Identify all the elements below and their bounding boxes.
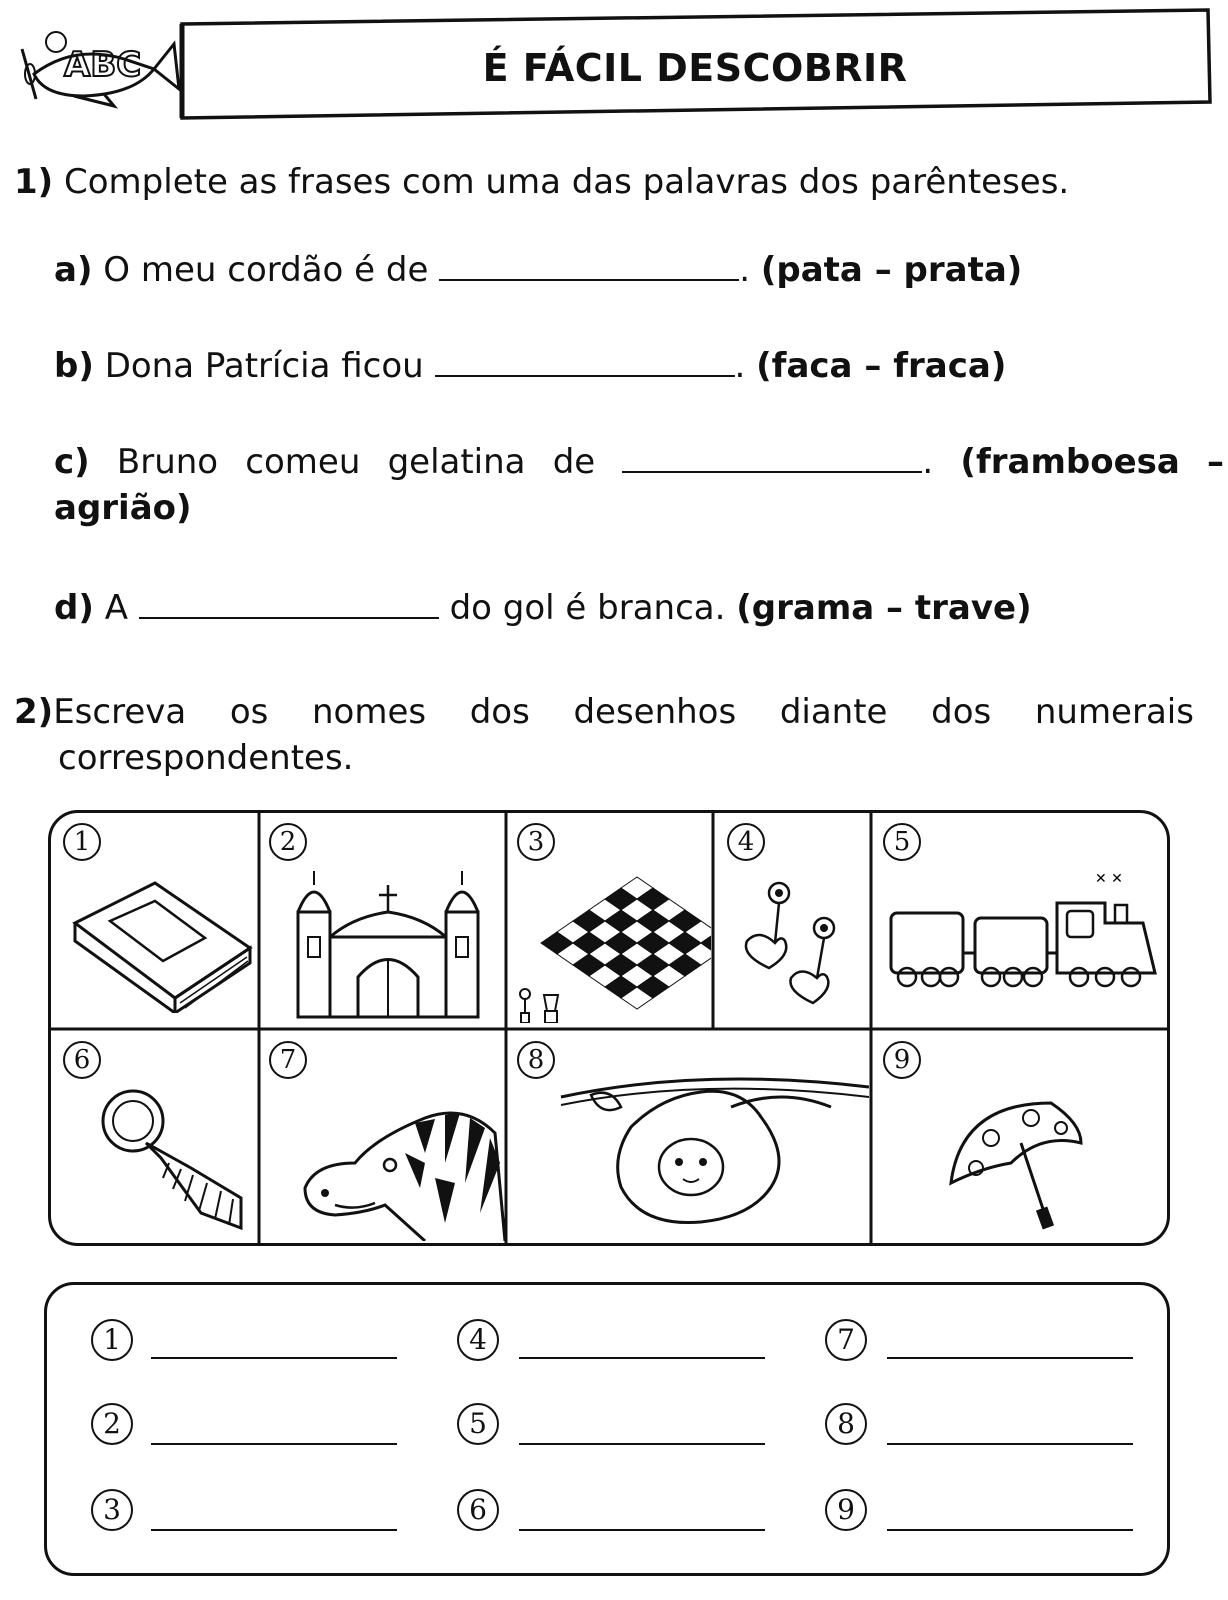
book-icon (65, 863, 255, 1013)
answer-number: 9 (825, 1489, 867, 1531)
exercise-2-word: dos (931, 692, 992, 732)
sentence-c-line-1 (54, 440, 1224, 484)
sentence-c-period: . (922, 442, 934, 482)
logo-text: ABC (64, 45, 142, 85)
answer-line-3[interactable] (151, 1529, 397, 1531)
picture-grid (48, 810, 1170, 1246)
exercise-2-word: dos (469, 692, 530, 732)
picture-number: 8 (517, 1041, 555, 1079)
sentence-c-option-2: agrião (54, 488, 177, 528)
answer-number: 6 (457, 1489, 499, 1531)
sentence-d-blank[interactable] (139, 587, 439, 619)
exercise-1-number: 1) (14, 162, 54, 202)
sentence-a-option-1: pata (776, 250, 863, 290)
sentence-a-blank[interactable] (439, 249, 739, 281)
picture-number: 5 (883, 823, 921, 861)
sentence-c-blank[interactable] (622, 441, 922, 473)
answer-line-6[interactable] (519, 1529, 765, 1531)
sentence-b-dash: – (852, 346, 894, 386)
sentence-a-period: . (739, 250, 751, 290)
sentence-b-blank[interactable] (435, 345, 735, 377)
chessboard-icon (511, 873, 711, 1023)
exercise-2-word: desenhos (573, 692, 737, 732)
page-title: É FÁCIL DESCOBRIR (482, 46, 908, 90)
sentence-b (54, 344, 1006, 388)
sentence-b-option-1: faca (771, 346, 853, 386)
answer-number: 5 (457, 1403, 499, 1445)
exercise-2-word: Escreva (53, 692, 187, 732)
answer-number: 4 (457, 1319, 499, 1361)
sentence-c-option-1: framboesa (975, 442, 1180, 482)
answer-line-1[interactable] (151, 1357, 397, 1359)
picture-number: 2 (269, 823, 307, 861)
svg-text:✕ ✕: ✕ ✕ (1095, 871, 1123, 887)
sentence-a-paren-open: ( (760, 250, 777, 290)
answer-number: 8 (825, 1403, 867, 1445)
exercise-1-instruction (14, 160, 1069, 204)
answer-number: 7 (825, 1319, 867, 1361)
abc-airplane-logo-icon (14, 14, 184, 114)
exercise-2-word: numerais (1034, 692, 1194, 732)
picture-number: 9 (883, 1041, 921, 1079)
tie-icon (91, 1083, 251, 1233)
sentence-b-paren-open: ( (756, 346, 772, 386)
sentence-a-dash: – (862, 250, 904, 290)
picture-number: 4 (727, 823, 765, 861)
exercise-2-word: nomes (311, 692, 427, 732)
sentence-c-word: de (552, 442, 596, 482)
sentence-a-option-2: prata (903, 250, 1007, 290)
answer-line-9[interactable] (887, 1529, 1133, 1531)
sentence-c-paren-open: ( (960, 442, 976, 482)
sentence-d-option-1: grama (751, 588, 875, 628)
sentence-c-word: comeu (245, 442, 361, 482)
answer-box (44, 1282, 1170, 1576)
exercise-2-number: 2) (14, 692, 54, 732)
sentence-c-word: gelatina (387, 442, 526, 482)
zebra-icon (295, 1093, 505, 1241)
picture-number: 7 (269, 1041, 307, 1079)
sentence-d-text: A (104, 588, 128, 628)
sentence-c-dash: – (1207, 442, 1224, 482)
sentence-a-paren-close: ) (1006, 250, 1023, 290)
sloth-icon (551, 1047, 869, 1237)
sentence-c-line-2 (54, 486, 192, 530)
sentence-c-word: Bruno (116, 442, 219, 482)
sentence-a-label: a) (54, 250, 93, 290)
sentence-d-rest: do gol é branca. (449, 588, 726, 628)
sentence-d-option-2: trave (914, 588, 1017, 628)
answer-number: 2 (91, 1403, 133, 1445)
sentence-d-label: d) (54, 588, 94, 628)
answer-line-4[interactable] (519, 1357, 765, 1359)
answer-line-7[interactable] (887, 1357, 1133, 1359)
sentence-a-text: O meu cordão é de (103, 250, 429, 290)
picture-number: 6 (63, 1041, 101, 1079)
answer-number: 1 (91, 1319, 133, 1361)
picture-number: 1 (63, 823, 101, 861)
exercise-2-instruction-line-1 (14, 690, 1194, 734)
flowers-icon (729, 873, 869, 1013)
sentence-d-dash: – (874, 588, 915, 628)
sentence-a (54, 248, 1022, 292)
sentence-c-paren-close: ) (176, 488, 192, 528)
umbrella-icon (931, 1083, 1091, 1233)
sentence-b-paren-close: ) (990, 346, 1007, 386)
answer-number: 3 (91, 1489, 133, 1531)
sentence-b-period: . (734, 346, 746, 386)
exercise-2-word: diante (779, 692, 888, 732)
sentence-d-paren-close: ) (1016, 588, 1032, 628)
exercise-1-text: Complete as frases com uma das palavras dos parênteses. (64, 162, 1070, 202)
exercise-2-word: os (229, 692, 269, 732)
train-icon (883, 863, 1163, 1013)
sentence-c-label: c) (54, 442, 90, 482)
answer-line-5[interactable] (519, 1443, 765, 1445)
sentence-b-text: Dona Patrícia ficou (104, 346, 424, 386)
answer-line-2[interactable] (151, 1443, 397, 1445)
sentence-b-option-2: fraca (893, 346, 991, 386)
exercise-2-instruction-line-2: correspondentes. (58, 738, 354, 778)
sentence-d (54, 586, 1032, 630)
church-icon (283, 857, 493, 1022)
answer-line-8[interactable] (887, 1443, 1133, 1445)
picture-number: 3 (517, 823, 555, 861)
sentence-d-paren-open: ( (736, 588, 752, 628)
sentence-b-label: b) (54, 346, 94, 386)
